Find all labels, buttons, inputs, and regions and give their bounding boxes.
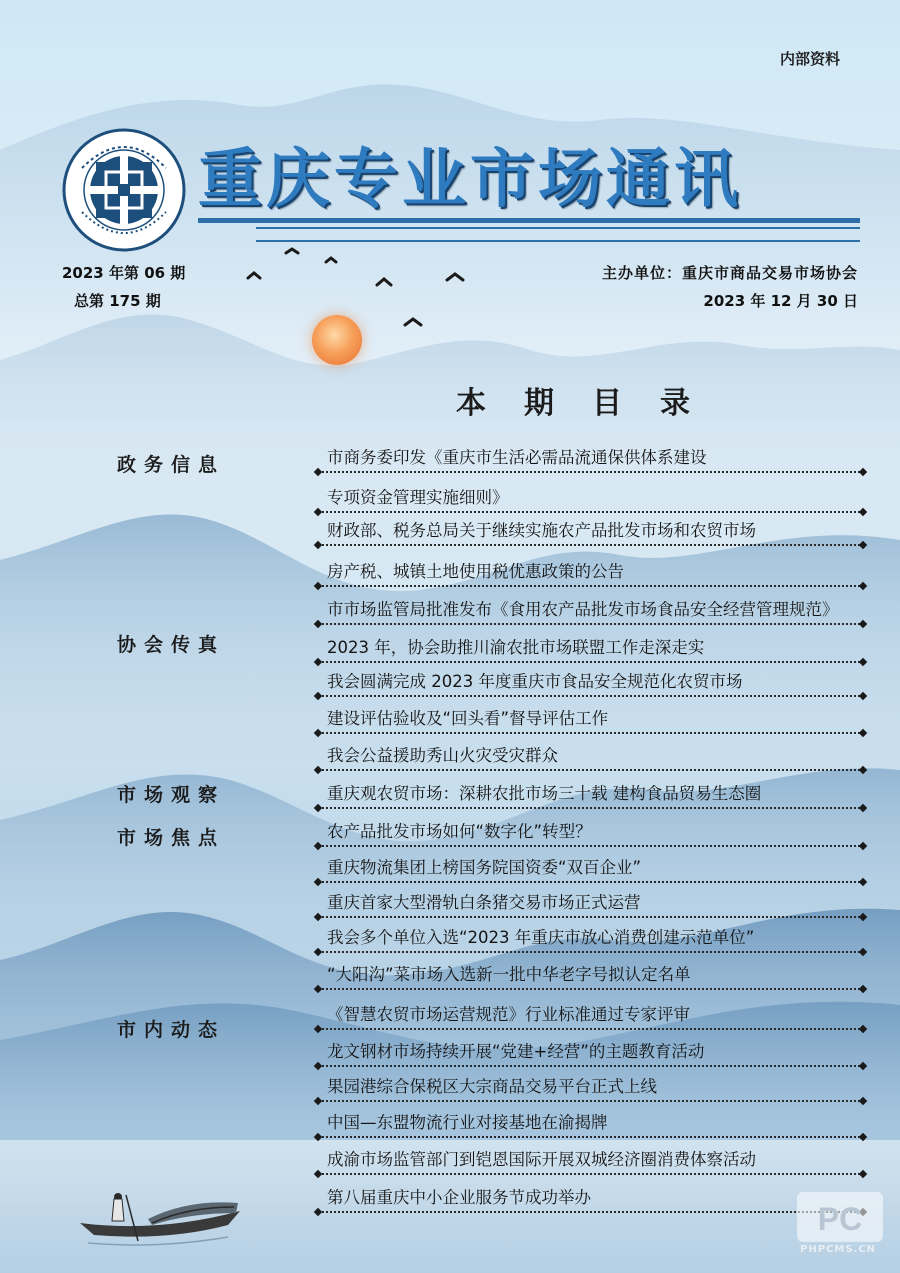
toc-entry-text: 2023 年，协会助推川渝农批市场联盟工作走深走实 [327,638,705,657]
diamond-icon [859,804,867,812]
diamond-icon [859,1025,867,1033]
toc-entry-text: 重庆物流集团上榜国务院国资委“双百企业” [327,858,642,877]
dotted-leader [318,661,860,663]
title-rule-thin-lower [256,240,860,242]
dotted-leader [318,544,860,546]
toc-entry[interactable] [318,596,866,632]
diamond-icon [859,913,867,921]
association-seal-logo [62,128,186,252]
toc-entry[interactable] [318,961,866,997]
setting-sun-icon [312,315,362,365]
toc-entry-text: 我会公益援助秀山火灾受灾群众 [327,746,558,765]
dotted-leader [318,1065,860,1067]
toc-entry[interactable] [318,1146,866,1182]
toc-entry[interactable] [318,854,866,890]
toc-entry[interactable] [318,668,866,704]
section-label-government: 政务信息 [117,454,226,476]
dotted-leader [318,769,860,771]
dotted-leader [318,1136,860,1138]
toc-entry-text: 市商务委印发《重庆市生活必需品流通保供体系建设 [327,448,707,467]
section-label-market-observation: 市场观察 [117,784,226,806]
diamond-icon [859,878,867,886]
toc-entry[interactable] [318,1038,866,1074]
toc-entry-text: 第八届重庆中小企业服务节成功举办 [327,1188,591,1207]
dotted-leader [318,881,860,883]
toc-entry-text: 我会多个单位入选“2023 年重庆市放心消费创建示范单位” [327,928,755,947]
internal-material-label: 内部资料 [779,50,840,68]
toc-entry[interactable] [318,484,866,520]
svg-text:PC: PC [817,1201,863,1237]
diamond-icon [859,1062,867,1070]
dotted-leader [318,1211,860,1213]
toc-entry-text: 财政部、税务总局关于继续实施农产品批发市场和农贸市场 [327,521,756,540]
diamond-icon [859,658,867,666]
magazine-title: 重庆专业市场通讯 [198,143,742,217]
diamond-icon [859,541,867,549]
diamond-icon [859,508,867,516]
dotted-leader [318,732,860,734]
title-rule-thick [198,218,860,223]
toc-title: 本期目录 [456,386,728,421]
diamond-icon [859,1133,867,1141]
host-organization: 主办单位：重庆市商品交易市场协会 [601,264,858,282]
toc-entry-text: 《智慧农贸市场运营规范》行业标准通过专家评审 [327,1005,690,1024]
publication-date: 2023 年 12 月 30 日 [703,292,858,310]
toc-entry[interactable] [318,818,866,854]
watermark-logo [795,1190,885,1252]
dotted-leader [318,585,860,587]
diamond-icon [859,948,867,956]
fishing-boat-icon [78,1185,248,1255]
diamond-icon [859,766,867,774]
toc-entry-text: 中国—东盟物流行业对接基地在渝揭牌 [327,1113,608,1132]
dotted-leader [318,623,860,625]
toc-entry-text: 我会圆满完成 2023 年度重庆市食品安全规范化农贸市场 [327,672,743,691]
dotted-leader [318,951,860,953]
title-rule-thin [256,227,860,229]
diamond-icon [859,692,867,700]
toc-entry-text: 专项资金管理实施细则》 [327,488,509,507]
toc-entry-text: 成渝市场监管部门到铠恩国际开展双城经济圈消费体察活动 [327,1150,756,1169]
dotted-leader [318,988,860,990]
toc-entry-text: “大阳沟”菜市场入选新一批中华老字号拟认定名单 [327,965,691,984]
toc-entry-text: 龙文钢材市场持续开展“党建+经营”的主题教育活动 [327,1042,705,1061]
diamond-icon [859,620,867,628]
toc-entry[interactable] [318,780,866,816]
dotted-leader [318,807,860,809]
dotted-leader [318,916,860,918]
toc-entry-text: 重庆观农贸市场：深耕农批市场三十载 建构食品贸易生态圈 [327,784,762,803]
toc-entry[interactable] [318,742,866,778]
toc-entry-text: 重庆首家大型滑轨白条猪交易市场正式运营 [327,893,641,912]
toc-entry[interactable] [318,1184,866,1220]
toc-entry-text: 果园港综合保税区大宗商品交易平台正式上线 [327,1077,657,1096]
issue-number: 2023 年第 06 期 [62,264,186,282]
toc-entry[interactable] [318,1073,866,1109]
diamond-icon [859,582,867,590]
toc-entry[interactable] [318,517,866,553]
toc-entry[interactable] [318,705,866,741]
section-label-market-focus: 市场焦点 [117,827,226,849]
dotted-leader [318,471,860,473]
toc-entry[interactable] [318,889,866,925]
diamond-icon [859,1170,867,1178]
dotted-leader [318,1028,860,1030]
section-label-local-news: 市内动态 [117,1019,226,1041]
section-label-association: 协会传真 [117,634,226,656]
diamond-icon [859,729,867,737]
total-issue-number: 总第 175 期 [74,292,161,310]
toc-entry[interactable] [318,924,866,960]
toc-entry[interactable] [318,444,866,480]
diamond-icon [859,985,867,993]
toc-entry-text: 建设评估验收及“回头看”督导评估工作 [327,709,609,728]
toc-entry-text: 房产税、城镇土地使用税优惠政策的公告 [327,562,624,581]
diamond-icon [859,468,867,476]
diamond-icon [859,1097,867,1105]
toc-entry[interactable] [318,1109,866,1145]
toc-entry[interactable] [318,558,866,594]
toc-entry[interactable] [318,1001,866,1037]
dotted-leader [318,1100,860,1102]
dotted-leader [318,511,860,513]
dotted-leader [318,695,860,697]
toc-entry-text: 农产品批发市场如何“数字化”转型？ [327,822,592,841]
dotted-leader [318,1173,860,1175]
watermark-site-text: PHPCMS.CN [800,1244,877,1255]
toc-entry[interactable] [318,634,866,670]
toc-entry-text: 市市场监管局批准发布《食用农产品批发市场食品安全经营管理规范》 [327,600,839,619]
diamond-icon [859,842,867,850]
dotted-leader [318,845,860,847]
